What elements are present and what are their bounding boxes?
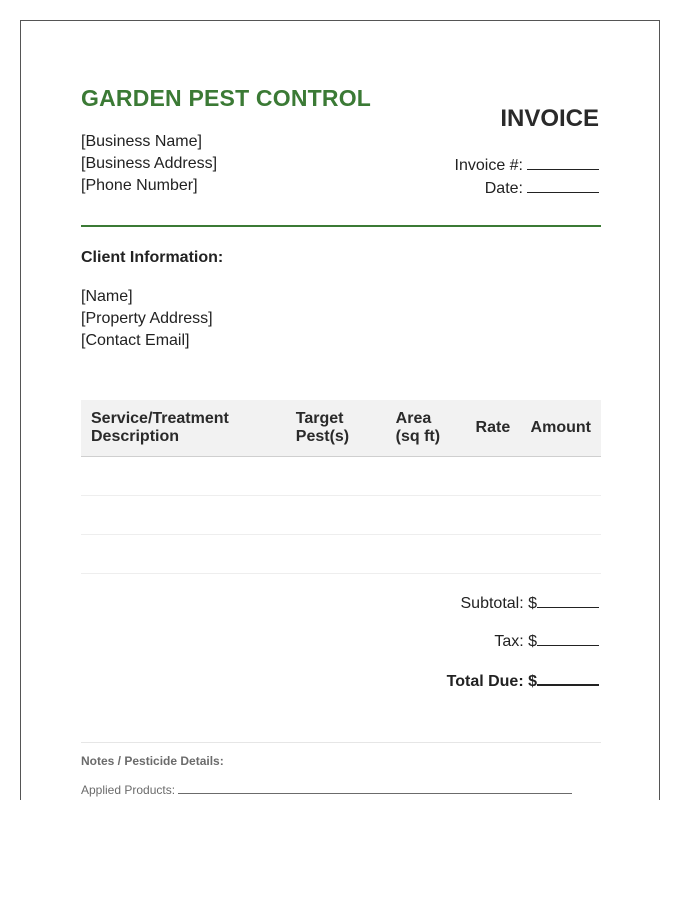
invoice-date-label: Date: bbox=[484, 180, 523, 197]
table-cell-area[interactable] bbox=[386, 535, 466, 574]
column-header-area-line-1: Area bbox=[395, 410, 432, 427]
invoice-title: INVOICE bbox=[500, 105, 599, 132]
total-due-row bbox=[447, 670, 599, 708]
client-info bbox=[81, 286, 213, 352]
notes-divider bbox=[81, 742, 601, 743]
tax-field[interactable] bbox=[537, 631, 599, 646]
column-header-amount: Amount bbox=[521, 400, 601, 457]
table-cell-rate[interactable] bbox=[466, 535, 521, 574]
tax-label: Tax: $ bbox=[494, 633, 537, 650]
total-due-field[interactable] bbox=[537, 670, 599, 686]
table-cell-target-pests[interactable] bbox=[286, 457, 386, 496]
business-info bbox=[81, 131, 217, 197]
notes-heading: Notes / Pesticide Details: bbox=[81, 754, 224, 768]
table-header-row bbox=[81, 400, 601, 457]
column-header-area-line-2: (sq ft) bbox=[395, 428, 441, 445]
client-contact-email: [Contact Email] bbox=[81, 332, 190, 349]
subtotal-row bbox=[447, 593, 599, 631]
header-divider bbox=[81, 225, 601, 227]
tax-row bbox=[447, 631, 599, 669]
column-header-rate: Rate bbox=[466, 400, 521, 457]
table-cell-area[interactable] bbox=[386, 496, 466, 535]
table-cell-service[interactable] bbox=[81, 496, 286, 535]
table-cell-amount[interactable] bbox=[521, 535, 601, 574]
applied-products-row bbox=[81, 783, 572, 797]
invoice-number-row bbox=[455, 154, 599, 177]
invoice-number-label: Invoice #: bbox=[454, 157, 523, 174]
column-header-service bbox=[81, 400, 286, 457]
table-cell-area[interactable] bbox=[386, 457, 466, 496]
column-header-target-pests bbox=[286, 400, 386, 457]
table-cell-amount[interactable] bbox=[521, 457, 601, 496]
invoice-date-field[interactable] bbox=[527, 178, 599, 193]
invoice-number-field[interactable] bbox=[527, 155, 599, 170]
business-phone: [Phone Number] bbox=[81, 177, 198, 194]
subtotal-label: Subtotal: $ bbox=[460, 595, 537, 612]
client-name: [Name] bbox=[81, 288, 133, 305]
table-row bbox=[81, 535, 601, 574]
table-cell-rate[interactable] bbox=[466, 496, 521, 535]
table-cell-amount[interactable] bbox=[521, 496, 601, 535]
invoice-date-row bbox=[455, 177, 599, 200]
column-header-service-line-1: Service/Treatment bbox=[91, 410, 229, 427]
table-cell-target-pests[interactable] bbox=[286, 496, 386, 535]
business-name: [Business Name] bbox=[81, 133, 202, 150]
services-table bbox=[81, 400, 601, 574]
table-row bbox=[81, 457, 601, 496]
applied-products-field[interactable] bbox=[178, 783, 572, 794]
table-cell-service[interactable] bbox=[81, 535, 286, 574]
invoice-meta bbox=[455, 154, 599, 200]
invoice-page bbox=[20, 20, 660, 800]
column-header-target-pests-line-2: Pest(s) bbox=[295, 428, 350, 445]
table-cell-service[interactable] bbox=[81, 457, 286, 496]
totals-block bbox=[447, 593, 599, 708]
client-info-heading: Client Information: bbox=[81, 249, 224, 266]
business-address: [Business Address] bbox=[81, 155, 218, 172]
column-header-target-pests-line-1: Target bbox=[295, 410, 344, 427]
column-header-area bbox=[386, 400, 466, 457]
table-cell-target-pests[interactable] bbox=[286, 535, 386, 574]
table-row bbox=[81, 496, 601, 535]
company-name: GARDEN PEST CONTROL bbox=[81, 85, 372, 111]
total-due-label: Total Due: $ bbox=[446, 673, 537, 690]
table-cell-rate[interactable] bbox=[466, 457, 521, 496]
column-header-service-line-2: Description bbox=[91, 428, 180, 445]
subtotal-field[interactable] bbox=[537, 593, 599, 608]
applied-products-label: Applied Products: bbox=[81, 783, 176, 797]
client-property-address: [Property Address] bbox=[81, 310, 213, 327]
